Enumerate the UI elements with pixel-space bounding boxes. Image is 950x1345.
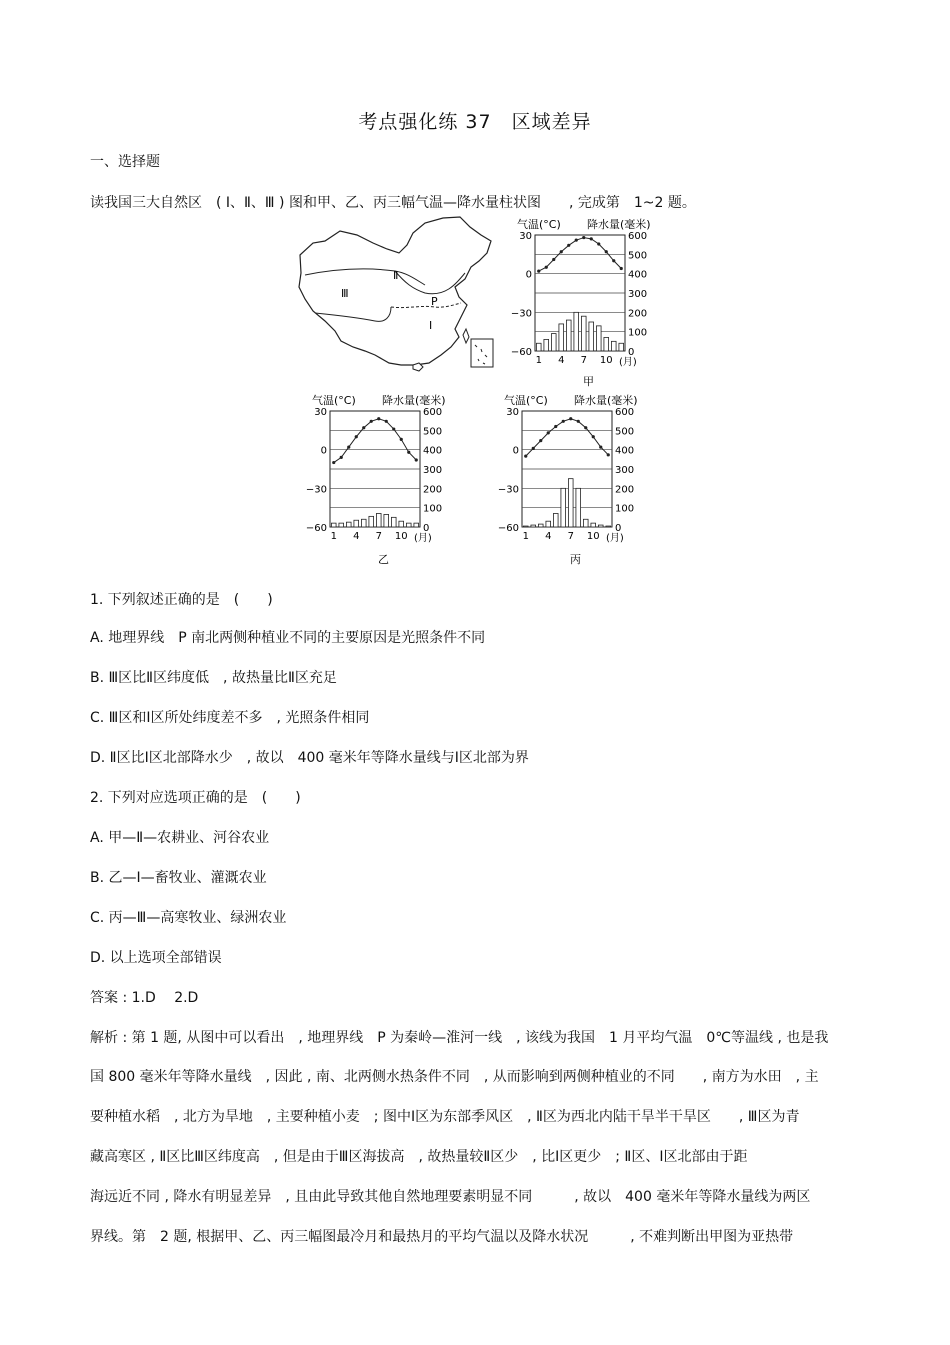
precip-bar xyxy=(369,516,374,527)
temp-tick-label: −60 xyxy=(510,347,532,358)
answer-line: 答案 : 1.D 2.D xyxy=(90,990,199,1006)
precip-bar xyxy=(346,522,351,527)
precip-tick-label: 600 xyxy=(615,407,635,418)
precip-bar xyxy=(589,322,594,351)
chart-yi-temp-label: 气温(°C) xyxy=(312,394,356,407)
temp-tick-label: −30 xyxy=(305,484,327,496)
chart-bing-temp-label: 气温(°C) xyxy=(504,394,548,407)
question-1-option-b: B. Ⅲ区比Ⅱ区纬度低 , 故热量比Ⅱ区充足 xyxy=(90,670,337,686)
temp-point xyxy=(355,435,358,438)
question-1-option-c: C. Ⅲ区和Ⅰ区所处纬度差不多 , 光照条件相同 xyxy=(90,710,370,726)
temp-tick-label: 0 xyxy=(525,269,532,281)
month-unit-label: (月) xyxy=(414,533,432,544)
figure xyxy=(295,213,660,568)
temp-point xyxy=(562,420,565,423)
temp-tick-label: −30 xyxy=(510,308,532,320)
temp-point xyxy=(524,455,527,458)
analysis-line-4: 藏高寒区 , Ⅱ区比Ⅲ区纬度高 , 但是由于Ⅲ区海拔高 , 故热量较Ⅱ区少 , 比Ⅰ区更少 ; Ⅱ区、Ⅰ区北部由于距 xyxy=(90,1149,748,1165)
chart-jia xyxy=(511,217,651,388)
precip-bar xyxy=(596,326,601,351)
temp-tick-label: 0 xyxy=(512,445,519,457)
month-tick-label: 4 xyxy=(545,531,552,542)
precip-tick-label: 0 xyxy=(615,523,622,534)
temp-line xyxy=(334,419,417,463)
section-heading: 一、选择题 xyxy=(90,154,160,170)
temp-point xyxy=(560,250,563,253)
question-2-option-c: C. 丙—Ⅲ—高寒牧业、绿洲农业 xyxy=(90,910,287,926)
precip-tick-label: 100 xyxy=(423,503,443,515)
month-tick-label: 1 xyxy=(330,531,337,542)
temp-line xyxy=(526,419,609,456)
precip-bar xyxy=(551,334,556,351)
precip-tick-label: 200 xyxy=(628,308,648,320)
temp-tick-label: −60 xyxy=(497,523,519,534)
precip-bar xyxy=(574,312,579,351)
temp-point xyxy=(537,269,540,272)
chart-bing xyxy=(498,393,638,566)
temp-point xyxy=(332,461,335,464)
chart-jia-precip-label: 降水量(毫米) xyxy=(587,218,651,231)
temp-point xyxy=(539,439,542,442)
precip-tick-label: 100 xyxy=(615,503,635,515)
temp-point xyxy=(340,456,343,459)
precip-tick-label: 400 xyxy=(615,445,635,457)
precip-bar xyxy=(591,523,596,527)
question-2-option-b: B. 乙—Ⅰ—畜牧业、灌溉农业 xyxy=(90,870,267,886)
temp-tick-label: 30 xyxy=(506,407,519,418)
month-tick-label: 10 xyxy=(586,531,600,542)
month-tick-label: 10 xyxy=(599,355,613,366)
precip-bar xyxy=(536,343,541,351)
precip-bar xyxy=(354,520,359,527)
temp-point xyxy=(415,458,418,461)
temp-point xyxy=(605,250,608,253)
precip-bar xyxy=(581,316,586,351)
precip-bar xyxy=(568,479,573,527)
question-2-option-a: A. 甲—Ⅱ—农耕业、河谷农业 xyxy=(90,830,270,846)
analysis-line-6: 界线。第 2 题, 根据甲、乙、丙三幅图最冷月和最热月的平均气温以及降水状况 , 不难判断出甲图为亚热带 xyxy=(90,1229,794,1245)
chart-yi-title: 乙 xyxy=(378,553,389,566)
temp-point xyxy=(597,242,600,245)
precip-bar xyxy=(583,519,588,527)
chart-bing-title: 丙 xyxy=(570,553,581,566)
temp-point xyxy=(592,435,595,438)
taiwan-island xyxy=(463,329,469,343)
temp-point xyxy=(575,239,578,242)
zone-2-label: Ⅱ xyxy=(393,269,399,282)
precip-bar xyxy=(538,524,543,527)
temp-tick-label: 30 xyxy=(519,231,532,242)
temp-point xyxy=(599,445,602,448)
intro-text: 读我国三大自然区 ( Ⅰ、Ⅱ、Ⅲ ) 图和甲、乙、丙三幅气温—降水量柱状图 , 完成第 1~2 题。 xyxy=(90,195,696,211)
question-1-option-d: D. Ⅱ区比Ⅰ区北部降水少 , 故以 400 毫米年等降水量线与Ⅰ区北部为界 xyxy=(90,750,529,766)
temp-point xyxy=(347,445,350,448)
precip-bar xyxy=(606,526,611,527)
precip-bar xyxy=(339,523,344,527)
temp-point xyxy=(582,236,585,239)
precip-bar xyxy=(544,339,549,351)
figure-svg xyxy=(295,213,660,568)
temp-point xyxy=(584,426,587,429)
temp-point xyxy=(370,420,373,423)
temp-tick-label: −60 xyxy=(305,523,327,534)
precip-tick-label: 600 xyxy=(628,231,648,242)
temp-point xyxy=(392,427,395,430)
chart-yi-plot xyxy=(306,407,442,544)
precip-tick-label: 300 xyxy=(628,289,648,300)
precip-tick-label: 400 xyxy=(423,445,443,457)
month-tick-label: 7 xyxy=(567,531,574,542)
zone-3-label: Ⅲ xyxy=(341,287,349,300)
chart-bing-plot xyxy=(498,407,634,544)
temp-point xyxy=(545,266,548,269)
precip-bar xyxy=(331,523,336,527)
analysis-line-3: 要种植水稻 , 北方为旱地 , 主要种植小麦 ; 图中Ⅰ区为东部季风区 , Ⅱ区为西北内陆干旱半干旱区 , Ⅲ区为青 xyxy=(90,1109,800,1125)
precip-tick-label: 200 xyxy=(615,484,635,496)
month-tick-label: 1 xyxy=(535,355,542,366)
zone-1-label: Ⅰ xyxy=(429,319,433,332)
precip-bar xyxy=(399,521,404,527)
precip-tick-label: 500 xyxy=(615,426,635,438)
temp-point xyxy=(362,426,365,429)
temp-point xyxy=(400,438,403,441)
temp-point xyxy=(567,244,570,247)
south-sea-inset xyxy=(471,339,493,367)
month-tick-label: 10 xyxy=(394,531,408,542)
page-title: 考点强化练 37 区域差异 xyxy=(358,111,592,133)
temp-point xyxy=(577,420,580,423)
china-outline xyxy=(299,217,491,365)
month-tick-label: 7 xyxy=(580,355,587,366)
precip-bar xyxy=(561,488,566,527)
temp-tick-label: 0 xyxy=(320,445,327,457)
temp-point xyxy=(377,417,380,420)
temp-point xyxy=(552,258,555,261)
precip-bar xyxy=(566,320,571,351)
precip-tick-label: 0 xyxy=(423,523,430,534)
chart-yi-precip-label: 降水量(毫米) xyxy=(382,394,446,407)
precip-tick-label: 200 xyxy=(423,484,443,496)
chart-yi xyxy=(306,393,446,566)
month-tick-label: 1 xyxy=(522,531,529,542)
precip-tick-label: 0 xyxy=(628,347,635,358)
precip-bar xyxy=(414,523,419,527)
precip-bar xyxy=(523,526,528,527)
month-unit-label: (月) xyxy=(606,533,624,544)
precip-bar xyxy=(611,341,616,351)
temp-point xyxy=(569,417,572,420)
analysis-line-2: 国 800 毫米年等降水量线 , 因此 , 南、北两侧水热条件不同 , 从而影响到两侧种植业的不同 , 南方为水田 , 主 xyxy=(90,1069,819,1085)
question-2-stem: 2. 下列对应选项正确的是 ( ) xyxy=(90,790,301,806)
question-2-option-d: D. 以上选项全部错误 xyxy=(90,950,222,966)
precip-bar xyxy=(619,343,624,351)
temp-point xyxy=(532,447,535,450)
precip-bar xyxy=(376,513,381,527)
chart-jia-plot xyxy=(511,231,647,368)
precip-bar xyxy=(546,521,551,527)
precip-tick-label: 300 xyxy=(423,465,443,476)
temp-point xyxy=(547,431,550,434)
temp-tick-label: 30 xyxy=(314,407,327,418)
chart-bing-precip-label: 降水量(毫米) xyxy=(574,394,638,407)
month-tick-label: 4 xyxy=(353,531,360,542)
month-tick-label: 4 xyxy=(558,355,565,366)
month-unit-label: (月) xyxy=(619,357,637,368)
chart-jia-temp-label: 气温(°C) xyxy=(517,218,561,231)
precip-bar xyxy=(553,513,558,527)
precip-bar xyxy=(598,525,603,527)
precip-tick-label: 500 xyxy=(628,250,648,262)
temp-point xyxy=(554,425,557,428)
precip-bar xyxy=(576,488,581,527)
precip-bar xyxy=(604,337,609,351)
temp-point xyxy=(407,451,410,454)
temp-point xyxy=(590,237,593,240)
precip-bar xyxy=(361,519,366,527)
precip-tick-label: 600 xyxy=(423,407,443,418)
month-tick-label: 7 xyxy=(375,531,382,542)
temp-point xyxy=(620,267,623,270)
precip-tick-label: 500 xyxy=(423,426,443,438)
precip-bar xyxy=(406,523,411,527)
chart-jia-title: 甲 xyxy=(583,375,594,388)
temp-point xyxy=(612,259,615,262)
temp-point xyxy=(385,420,388,423)
analysis-line-5: 海远近不同 , 降水有明显差异 , 且由此导致其他自然地理要素明显不同 , 故以 400 毫米年等降水量线为两区 xyxy=(90,1189,811,1205)
precip-bar xyxy=(559,324,564,351)
precip-tick-label: 100 xyxy=(628,327,648,339)
temp-tick-label: −30 xyxy=(497,484,519,496)
temp-point xyxy=(607,453,610,456)
precip-bar xyxy=(384,514,389,527)
analysis-line-1: 解析 : 第 1 题, 从图中可以看出 , 地理界线 P 为秦岭—淮河一线 , 该线为我国 1 月平均气温 0℃等温线 , 也是我 xyxy=(90,1030,829,1046)
precip-tick-label: 400 xyxy=(628,269,648,281)
question-1-stem: 1. 下列叙述正确的是 ( ) xyxy=(90,592,273,608)
precip-bar xyxy=(391,517,396,527)
china-map xyxy=(299,217,493,371)
precip-tick-label: 300 xyxy=(615,465,635,476)
precip-bar xyxy=(531,525,536,527)
line-p-label: P xyxy=(431,295,438,308)
question-1-option-a: A. 地理界线 P 南北两侧种植业不同的主要原因是光照条件不同 xyxy=(90,630,486,646)
